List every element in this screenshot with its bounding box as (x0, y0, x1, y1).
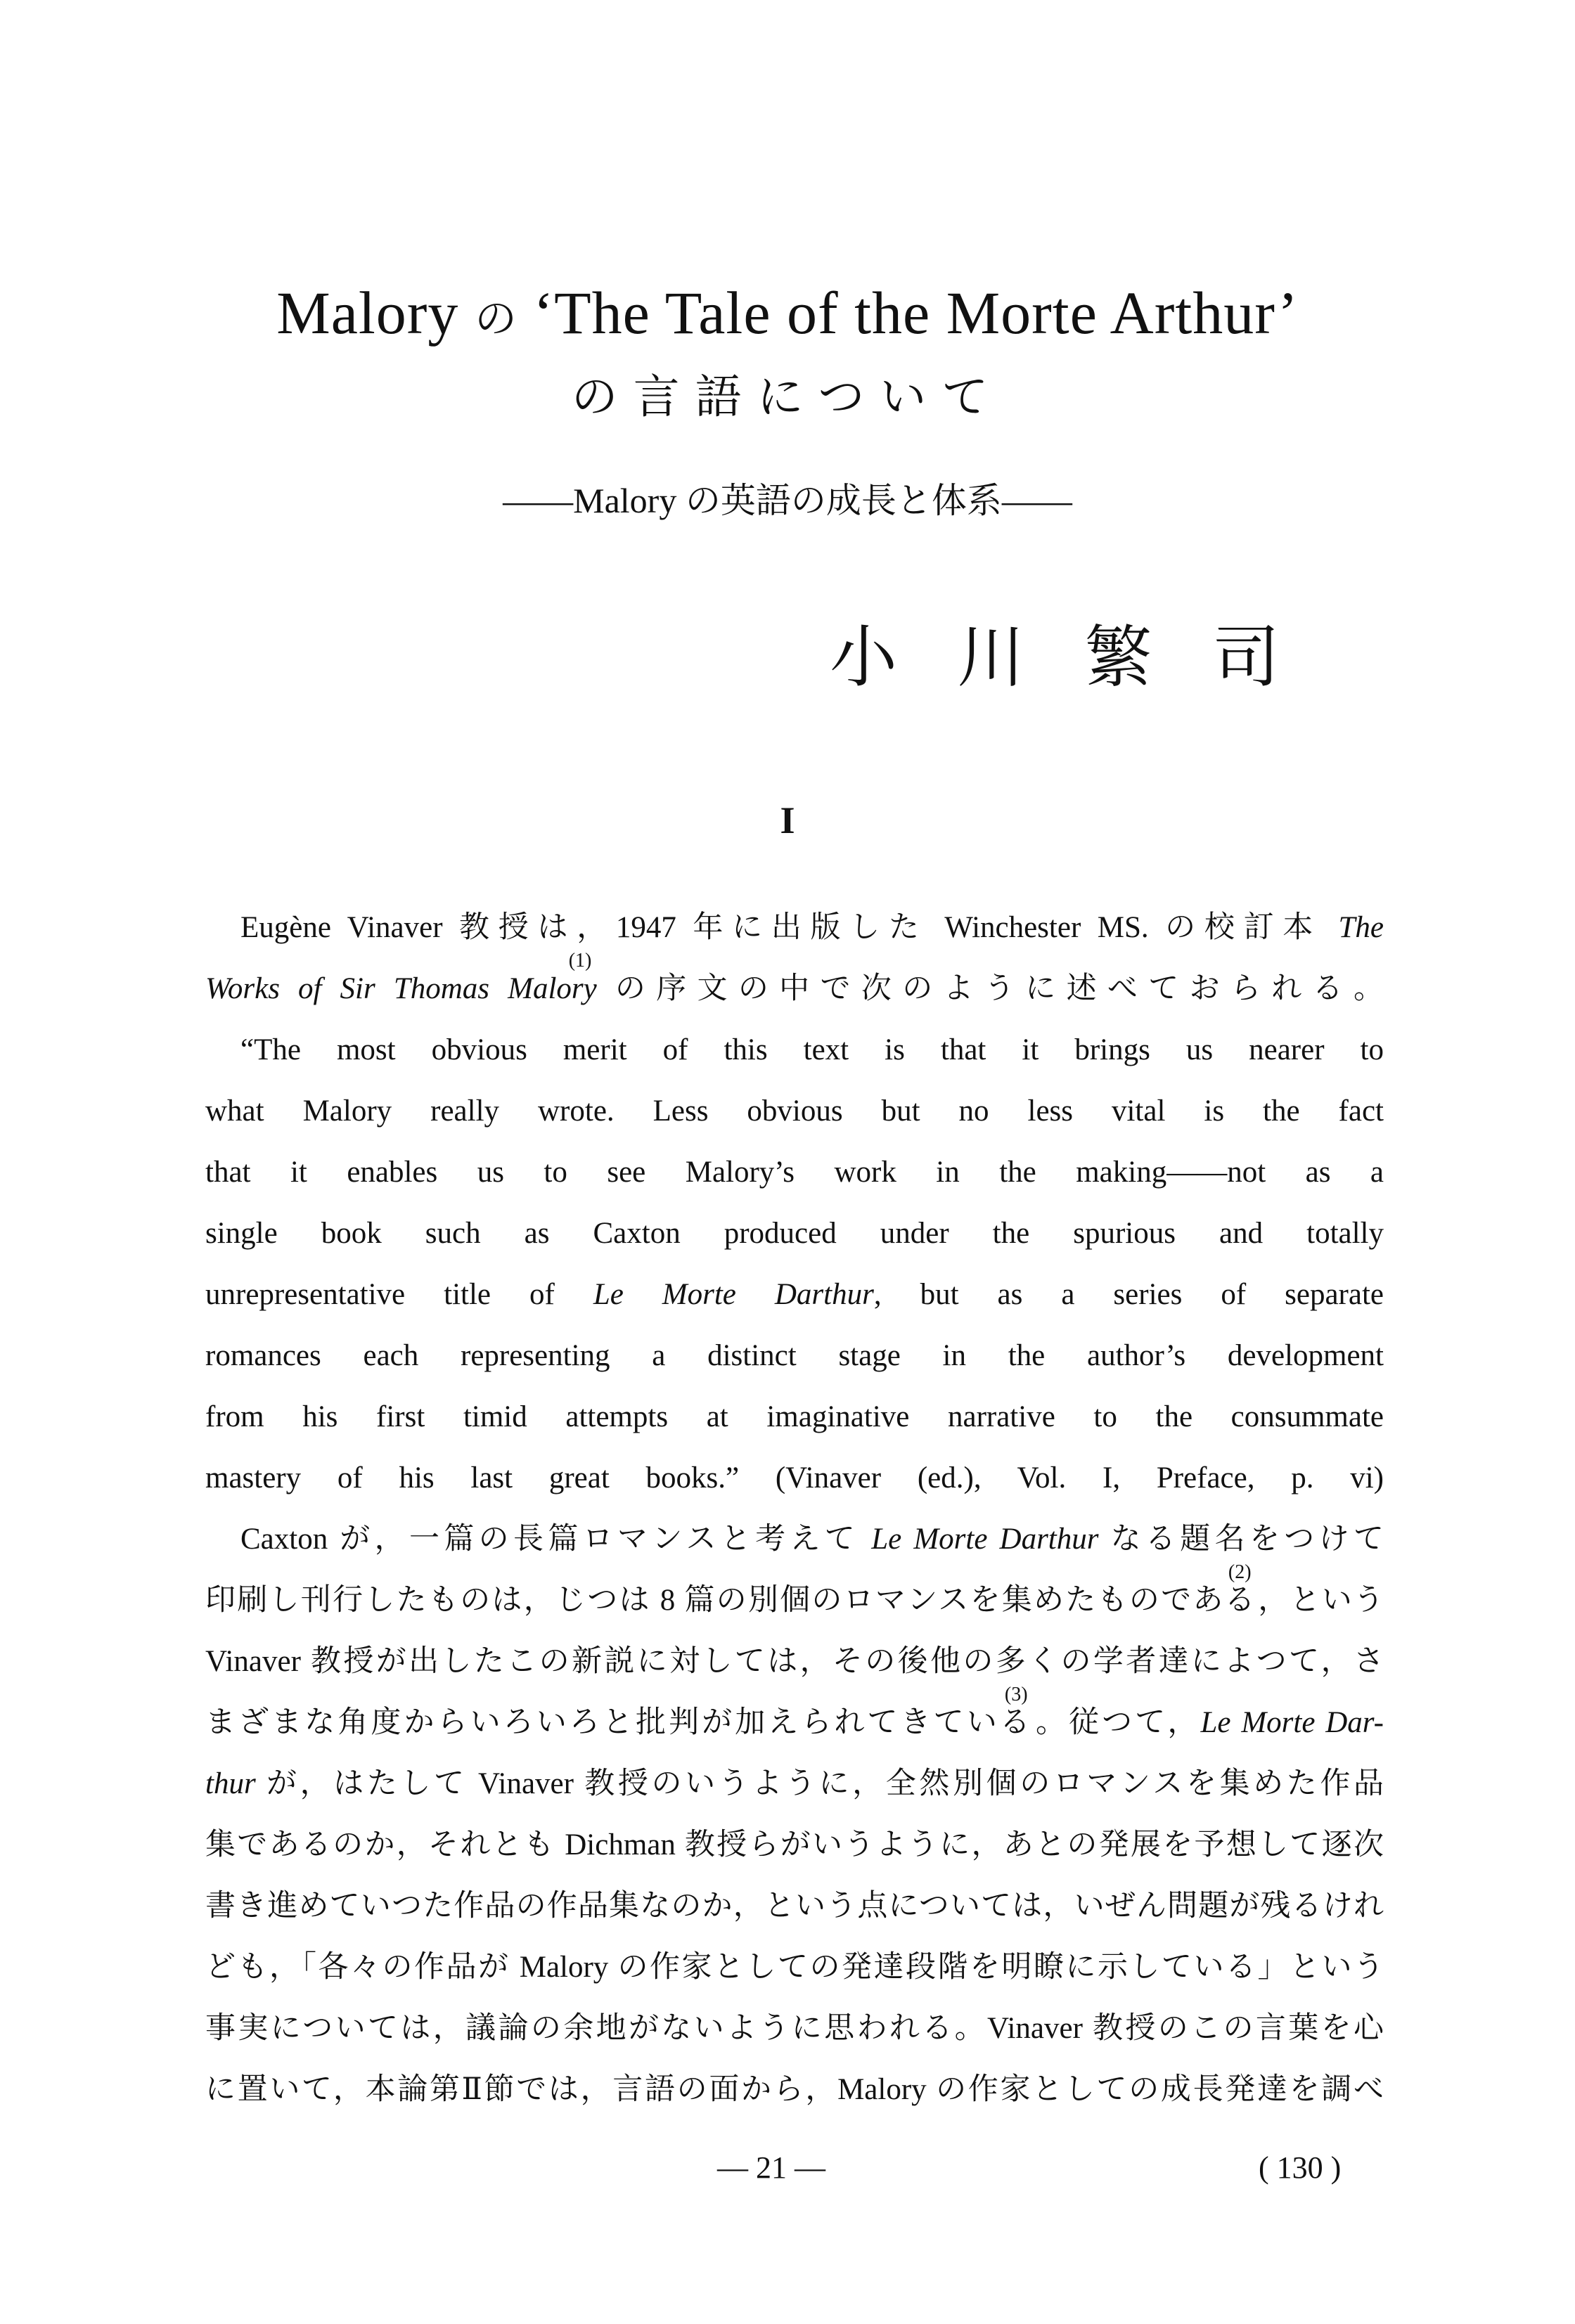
author-char: 小 (830, 618, 897, 697)
text-line (205, 1073, 1384, 1134)
text-segment: 集であるのか，それとも Dichman 教授らがいうように，あとの発展を予想して逐次 (205, 1828, 1384, 1861)
title-part: ‘The Tale of the Morte Arthur’ (517, 279, 1299, 347)
text-segment: , but as a series of separate (873, 1278, 1384, 1311)
text-line (205, 1868, 1384, 1929)
text-segment: Caxton が，一篇の長篇ロマンスと考えて (240, 1523, 872, 1556)
italic-title-text: Le Morte Darthur (593, 1278, 874, 1311)
text-line (205, 1684, 1384, 1745)
text-segment: that it enables us to see Malory’s work in the making——not as a (205, 1156, 1384, 1189)
text-line (205, 1623, 1384, 1684)
title-part: Malory (276, 279, 475, 347)
text-segment: の序文の中で次のように述べておられる。 (596, 972, 1384, 1005)
text-line (205, 1012, 1384, 1073)
text-line (205, 1990, 1384, 2051)
italic-title-text: Le Morte Darthur (871, 1523, 1099, 1556)
text-segment: from his first timid attempts at imaginative narrative to the consummate (205, 1400, 1384, 1433)
body-text (205, 889, 1384, 2112)
text-segment: romances each representing a distinct stage in the author’s development (205, 1339, 1384, 1372)
text-segment: なる題名をつけて (1098, 1523, 1384, 1556)
author-char: 司 (1211, 618, 1280, 697)
text-segment: 事実については，議論の余地がないように思われる。Vinaver 教授のこの言葉を心 (205, 2012, 1384, 2045)
text-segment: Vinaver 教授が出したこの新説に対しては，その後他の多くの学者達によつて，さ (205, 1645, 1384, 1678)
italic-title-text: thur (205, 1767, 256, 1800)
author-char: 繁 (1084, 618, 1152, 697)
serial-page-number: ( 130 ) (1259, 2150, 1342, 2185)
text-line (205, 1440, 1384, 1501)
text-line (205, 1134, 1384, 1195)
text-segment: single book such as Caxton produced under the spurious and totally (205, 1217, 1384, 1250)
author-name (830, 619, 1280, 696)
text-line (205, 1501, 1384, 1562)
italic-title-text: Le Morte Dar- (1200, 1706, 1384, 1739)
italic-title-text: The (1338, 911, 1384, 944)
text-line (205, 2051, 1384, 2112)
article-title-line2: の言語について (571, 370, 1004, 424)
text-segment: に置いて，本論第Ⅱ節では，言語の面から，Malory の作家としての成長発達を調べ (205, 2073, 1384, 2106)
text-segment: ども，「各々の作品が Malory の作家としての発達段階を明瞭に示している」という (205, 1951, 1384, 1984)
footnote-marker-label: (1) (568, 950, 592, 971)
text-line (205, 889, 1384, 950)
footnote-marker-label: (3) (1004, 1684, 1028, 1705)
article-title (0, 278, 1575, 354)
section-heading: I (780, 799, 795, 841)
text-segment: Eugène Vinaver 教授は，1947 年に出版した Winchester MS. の校訂本 (240, 911, 1339, 944)
text-segment: まざまな角度からいろいろと批判が加えられてきている (205, 1706, 1033, 1739)
italic-title-text: Works of Sir Thomas Malory (205, 972, 597, 1005)
text-line (205, 1745, 1384, 1807)
text-line (205, 1317, 1384, 1379)
text-segment: 印刷し刊行したものは，じつは 8 篇の別個のロマンスを集めたものである (205, 1584, 1256, 1617)
author-char: 川 (957, 618, 1025, 697)
text-segment: what Malory really wrote. Less obvious but no less vital is the fact (205, 1095, 1384, 1128)
footnote-marker-label: (2) (1228, 1561, 1252, 1583)
text-line (205, 950, 1384, 1012)
text-line (205, 1929, 1384, 1990)
text-segment: mastery of his last great books.” (Vinaver (ed.), Vol. I, Preface, p. vi) (205, 1461, 1384, 1495)
text-segment: が，はたして Vinaver 教授のいうように，全然別個のロマンスを集めた作品 (255, 1767, 1384, 1800)
text-segment: unrepresentative title of (205, 1278, 593, 1311)
title-part-jp: の (474, 295, 518, 344)
text-segment: 。従つて， (1032, 1706, 1201, 1739)
text-line (205, 1256, 1384, 1317)
article-subtitle: ——Malory の英語の成長と体系—— (503, 481, 1072, 520)
text-line (205, 1807, 1384, 1868)
text-segment: ，という (1256, 1584, 1384, 1617)
text-line (205, 1195, 1384, 1256)
text-line (205, 1379, 1384, 1440)
text-line (205, 1562, 1384, 1623)
text-segment: 書き進めていつた作品の作品集なのか，という点については，いぜん問題が残るけれ (205, 1890, 1384, 1923)
page-number: — 21 — (717, 2150, 825, 2185)
text-segment: “The most obvious merit of this text is that it brings us nearer to (240, 1033, 1384, 1066)
